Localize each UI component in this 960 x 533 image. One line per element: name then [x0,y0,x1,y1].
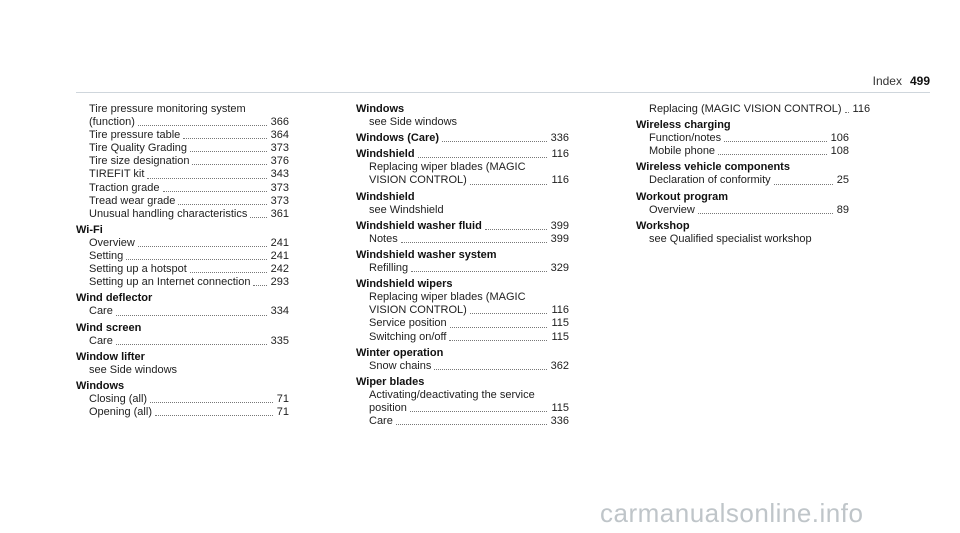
page-ref: 329 [550,262,569,275]
index-heading: Workout program [636,190,729,203]
index-entry[interactable]: Mobile phone 108 [649,145,849,158]
page-ref: 116 [551,148,569,161]
index-entry[interactable]: Tire pressure table 364 [89,129,289,142]
index-entry[interactable]: Notes 399 [369,232,569,245]
page-ref: 116 [551,174,569,187]
index-entry[interactable]: Care 334 [89,305,289,318]
index-entry[interactable]: Snow chains 362 [369,359,569,372]
index-entry[interactable]: Declaration of conformity 25 [649,174,849,187]
index-heading: Wiper blades [356,375,425,388]
page-ref: 373 [270,194,289,207]
index-column-3 [636,103,871,246]
page-ref: 115 [551,401,569,414]
page-ref: 362 [550,359,569,372]
page-ref: 373 [270,142,289,155]
page-ref: 336 [550,415,569,428]
page-ref: 106 [830,132,849,145]
page-ref: 71 [276,392,289,405]
index-entry[interactable]: Replacing wiper blades (MAGIC VISION CONTROL) 116 [369,291,569,317]
index-heading-entry[interactable]: Windshield washer fluid 399 [356,219,569,232]
index-entry[interactable]: Setting up a hotspot 242 [89,263,289,276]
page-ref: 115 [551,330,569,343]
index-entry[interactable]: Switching on/off 115 [369,330,569,343]
index-heading: Window lifter [76,350,145,363]
index-heading: Windshield wipers [356,278,453,291]
page-ref: 399 [550,232,569,245]
page-ref: 364 [270,129,289,142]
page-ref: 373 [270,181,289,194]
index-entry[interactable]: Replacing wiper blades (MAGIC VISION CONTROL) 116 [369,161,569,187]
page-ref: 366 [270,116,289,129]
page-ref: 336 [550,132,569,145]
page-ref: 116 [551,304,569,317]
page-ref: 71 [276,406,289,419]
index-heading: Windows [356,103,405,115]
page-ref: 241 [270,236,289,249]
index-entry[interactable]: Opening (all) 71 [89,406,289,419]
page-ref: 241 [270,250,289,263]
index-entry[interactable]: Activating/deactivating the service position 115 [369,388,569,414]
page-ref: 116 [852,103,871,115]
index-entry[interactable]: Tire Quality Grading 373 [89,142,289,155]
index-entry[interactable]: Tire size designation 376 [89,155,289,168]
index-heading: Wind deflector [76,292,153,305]
index-entry[interactable]: Unusual handling characteristics 361 [89,207,289,220]
index-entry[interactable]: Care 336 [369,415,569,428]
cross-reference[interactable]: see Side windows [369,116,458,129]
index-entry[interactable]: Service position 115 [369,317,569,330]
page-ref: 115 [551,317,569,330]
page-header [820,74,930,88]
index-entry[interactable]: TIREFIT kit 343 [89,168,289,181]
cross-reference[interactable]: see Windshield [369,203,444,216]
index-heading: Winter operation [356,346,444,359]
index-heading: Windshield washer system [356,248,497,261]
index-heading: Wireless vehicle components [636,161,790,174]
index-entry[interactable]: Refilling 329 [369,262,569,275]
index-heading-entry[interactable]: Windows (Care) 336 [356,132,569,145]
index-column-2 [356,103,569,428]
index-entry[interactable]: Tread wear grade 373 [89,194,289,207]
index-column-1 [76,103,289,419]
page-ref: 343 [270,168,289,181]
page-ref: 242 [270,263,289,276]
page-ref: 361 [270,207,289,220]
page-ref: 25 [836,174,849,187]
page-ref: 108 [830,145,849,158]
index-heading-entry[interactable]: Windshield 116 [356,148,569,161]
index-entry[interactable]: Care 335 [89,334,289,347]
index-heading: Wind screen [76,321,142,334]
page-ref: 399 [550,219,569,232]
header-divider [76,92,930,93]
index-entry[interactable]: Tire pressure monitoring system (function) 366 [89,103,289,129]
page-ref: 89 [836,203,849,216]
index-entry[interactable]: Function/notes 106 [649,132,849,145]
page-number: 499 [909,74,930,88]
index-heading: Wireless charging [636,119,731,132]
page-ref: 335 [270,334,289,347]
site-watermark: carmanualsonline.info [600,498,864,528]
index-entry[interactable]: Traction grade 373 [89,181,289,194]
section-label: Index [872,74,902,88]
page-ref: 293 [270,276,289,289]
index-heading: Workshop [636,219,690,232]
page-ref: 376 [270,155,289,168]
index-heading: Windows [76,379,125,392]
index-entry[interactable]: Setting 241 [89,250,289,263]
index-heading: Wi-Fi [76,223,103,236]
cross-reference[interactable]: see Side windows [89,363,178,376]
index-heading: Windshield [356,190,415,203]
index-entry[interactable]: Setting up an Internet connection 293 [89,276,289,289]
cross-reference[interactable]: see Qualified specialist workshop [649,232,812,245]
index-entry[interactable]: Overview 241 [89,236,289,249]
index-entry[interactable]: Replacing (MAGIC VISION CONTROL) 116 [649,103,871,115]
index-entry[interactable]: Overview 89 [649,203,849,216]
page-ref: 334 [270,305,289,318]
index-entry[interactable]: Closing (all) 71 [89,392,289,405]
